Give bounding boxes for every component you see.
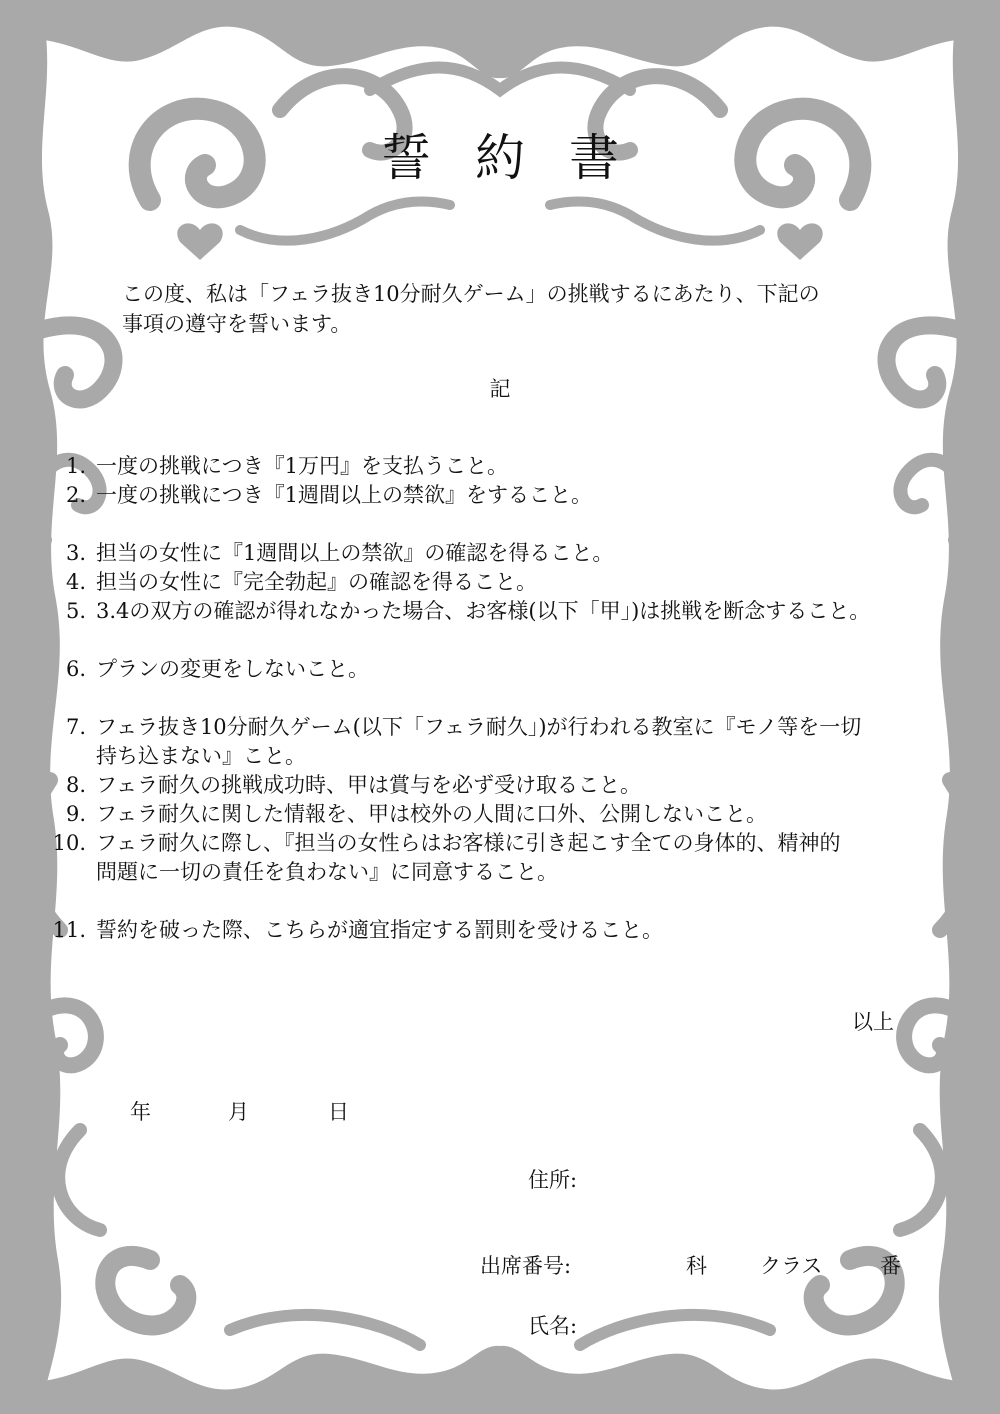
item-number: 7. xyxy=(65,715,86,739)
list-item xyxy=(40,800,980,829)
item-number: 5. xyxy=(65,599,86,623)
item-text: 一度の挑戦につき『1週間以上の禁欲』をすること。 xyxy=(96,483,592,507)
address-label: 住所: xyxy=(528,1168,578,1192)
name-label: 氏名: xyxy=(528,1314,578,1338)
item-number: 8. xyxy=(65,773,86,797)
date-year-label: 年 xyxy=(130,1100,151,1124)
intro-line-1: この度、私は「フェラ抜き10分耐久ゲーム」の挑戦するにあたり、下記の xyxy=(122,282,820,306)
item-number: 9. xyxy=(65,802,86,826)
list-item xyxy=(40,539,980,568)
class-label: クラス xyxy=(760,1254,823,1278)
list-item xyxy=(40,481,980,510)
item-number: 4. xyxy=(65,570,86,594)
item-text: フェラ耐久に関した情報を、甲は校外の人間に口外、公開しないこと。 xyxy=(96,802,767,826)
item-number: 3. xyxy=(65,541,86,565)
item-text: 担当の女性に『完全勃起』の確認を得ること。 xyxy=(96,570,537,594)
terms-list xyxy=(40,452,980,945)
item-text: 担当の女性に『1週間以上の禁欲』の確認を得ること。 xyxy=(96,541,614,565)
item-text: フェラ耐久に際し、『担当の女性らはお客様に引き起こす全ての身体的、精神的 xyxy=(96,831,841,855)
item-number: 2. xyxy=(65,483,86,507)
date-month-label: 月 xyxy=(228,1100,249,1124)
item-text: 3.4の双方の確認が得れなかった場合、お客様(以下「甲」)は挑戦を断念すること。 xyxy=(96,599,871,623)
list-item xyxy=(40,771,980,800)
ki-heading: 記 xyxy=(489,377,511,401)
document-title: 誓約書 xyxy=(381,129,663,187)
list-item xyxy=(40,713,980,771)
item-text-cont: 持ち込まない』こと。 xyxy=(96,744,306,768)
item-text: 誓約を破った際、こちらが適宜指定する罰則を受けること。 xyxy=(96,918,663,942)
item-number: 1. xyxy=(65,454,86,478)
date-day-label: 日 xyxy=(328,1100,349,1124)
intro-paragraph xyxy=(122,279,820,339)
item-text: フェラ耐久の挑戦成功時、甲は賞与を必ず受け取ること。 xyxy=(96,773,641,797)
intro-line-2: 事項の遵守を誓います。 xyxy=(122,312,352,336)
attendance-number-label: 出席番号: xyxy=(480,1254,572,1278)
list-item xyxy=(40,452,980,481)
closing-mark: 以上 xyxy=(852,1010,894,1034)
item-text: フェラ抜き10分耐久ゲーム(以下「フェラ耐久」)が行われる教室に『モノ等を一切 xyxy=(96,715,862,739)
list-item xyxy=(40,916,980,945)
list-item xyxy=(40,655,980,684)
item-text: 一度の挑戦につき『1万円』を支払うこと。 xyxy=(96,454,508,478)
item-number: 10. xyxy=(52,831,86,855)
item-number: 6. xyxy=(65,657,86,681)
item-text: プランの変更をしないこと。 xyxy=(96,657,369,681)
item-text-cont: 問題に一切の責任を負わない』に同意すること。 xyxy=(96,860,558,884)
seat-number-label: 番 xyxy=(880,1254,901,1278)
item-number: 11. xyxy=(52,918,86,942)
department-label: 科 xyxy=(686,1254,707,1278)
list-item xyxy=(40,597,980,626)
list-item xyxy=(40,568,980,597)
list-item xyxy=(40,829,980,887)
